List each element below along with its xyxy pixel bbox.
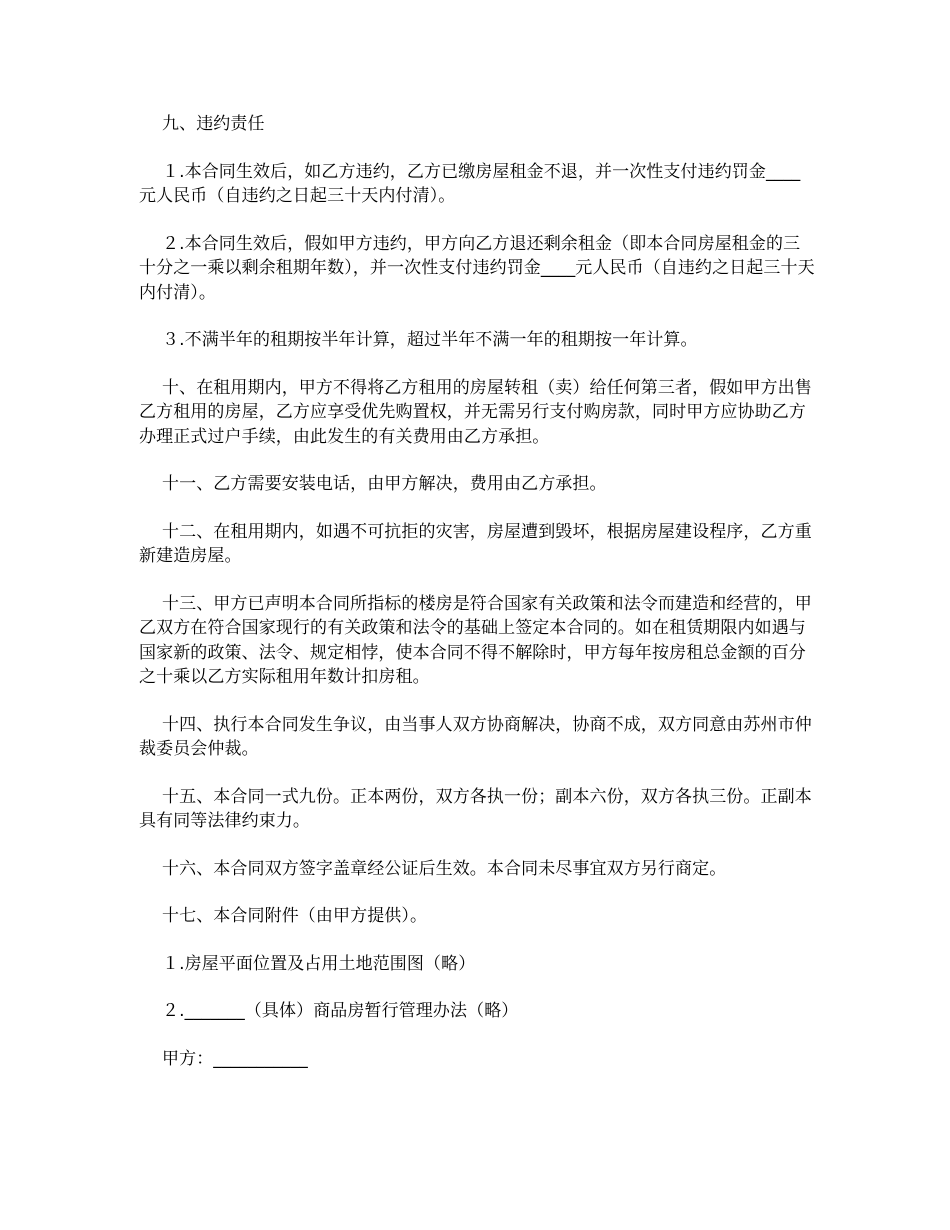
clause-12: 十二、在租用期内，如遇不可抗拒的灾害，房屋遭到毁坏，根据房屋建设程序，乙方重新建造房屋。 bbox=[139, 521, 812, 566]
attachment-1: １.房屋平面位置及占用土地范围图（略） bbox=[162, 953, 476, 974]
clause-15: 十五、本合同一式九份。正本两份，双方各执一份；副本六份，双方各执三份。正副本具有同等法律约束力。 bbox=[139, 786, 812, 831]
clause-17: 十七、本合同附件（由甲方提供）。 bbox=[162, 906, 428, 926]
clause-14: 十四、执行本合同发生争议，由当事人双方协商解决，协商不成，双方同意由苏州市仲裁委员会仲裁。 bbox=[139, 714, 812, 759]
attachment-2: ２._______（具体）商品房暂行管理办法（略） bbox=[162, 1001, 519, 1021]
clause-11: 十一、乙方需要安装电话，由甲方解决，费用由乙方承担。 bbox=[162, 474, 607, 494]
section-heading-breach-liability: 九、违约责任 bbox=[162, 114, 265, 134]
party-a-signature-line: 甲方：___________ bbox=[162, 1048, 308, 1069]
clause-16: 十六、本合同双方签字盖章经公证后生效。本合同未尽事宜双方另行商定。 bbox=[162, 858, 727, 879]
document-body bbox=[139, 112, 815, 1071]
clause-9-2: ２.本合同生效后，假如甲方违约，甲方向乙方退还剩余租金（即本合同房屋租金的三十分之一乘以剩余租期年数），并一次性支付违约罚金____元人民币（自违约之日起三十天内付清）。 bbox=[139, 233, 815, 303]
clause-13: 十三、甲方已声明本合同所指标的楼房是符合国家有关政策和法令而建造和经营的，甲乙双方在符合国家现行的有关政策和法令的基础上签定本合同的。如在租赁期限内如遇与国家新的政策、法令、规定相悖，使本合同不得不解除时，甲方每年按房租总金额的百分之十乘以乙方实际租用年数计扣房租。 bbox=[139, 593, 812, 687]
clause-9-3: ３.不满半年的租期按半年计算，超过半年不满一年的租期按一年计算。 bbox=[162, 330, 698, 350]
clause-10: 十、在租用期内，甲方不得将乙方租用的房屋转租（卖）给任何第三者，假如甲方出售乙方租用的房屋，乙方应享受优先购置权，并无需另行支付购房款，同时甲方应协助乙方办理正式过户手续，由此发生的有关费用由乙方承担。 bbox=[139, 377, 812, 447]
clause-9-1: １.本合同生效后，如乙方违约，乙方已缴房屋租金不退，并一次性支付违约罚金____元人民币（自违约之日起三十天内付清）。 bbox=[139, 161, 801, 206]
